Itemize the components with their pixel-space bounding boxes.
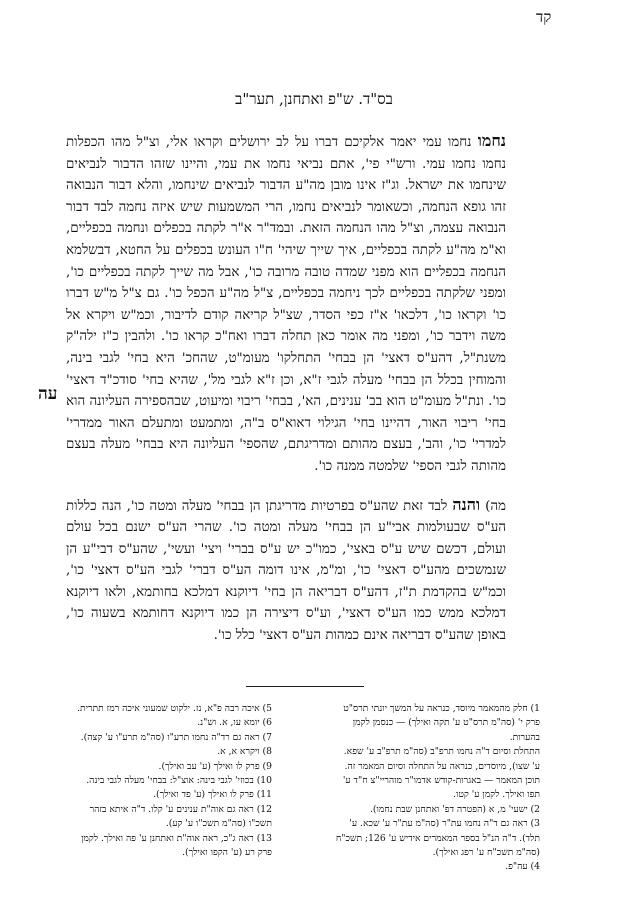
footnote: 2) ישעי' מ, א (הפטרה דפ' ואתחנן שבת נחמו).	[369, 803, 540, 815]
footnote: 6) יומא עו, א. וש"נ.	[197, 717, 272, 729]
footnote: 7) ראה גם רד"ה נחמו תרע"ו (סה"מ תרע"ו ע' קצה).	[80, 731, 272, 743]
footnote: 1) חלק מהמאמר מיוסד, כנראה על המשך יונתי תרס"ט פרק י' (סה"מ תרס"ט ע' תקה ואילך) — כנסמן לקמן בהערות.	[343, 703, 540, 743]
footnotes-right-column	[334, 702, 540, 875]
page-number: קד	[536, 8, 552, 26]
paragraph-1-lead-word: נחמו	[477, 131, 506, 150]
footnote: 9) פרק לו ואילך (ע' עב ואילך).	[158, 760, 272, 772]
paragraph-1	[66, 130, 506, 478]
footnote: 8) ויקרא א, א.	[217, 746, 272, 758]
paragraph-2-prefix: מה)	[480, 498, 506, 514]
footnote: 10) בכוזי' לגבי בינה: אוצ"ל: בבחי' מעלה לגבי בינה.	[86, 775, 272, 787]
footnote: 4) עה"פ.	[505, 861, 540, 873]
paragraph-2-text: לבד זאת שהע"ס בפרטיות מדריגתן הן בבחי' מעלה ומטה כו', הנה כללות הע"ס שבעולמות אבי"ע הן בבחי' מעלה ומטה כו'. שהרי הע"ס ישנם בכל עולם ועולם, דכשם שיש ע"ס באצי', כמו"כ יש ע"ס בברי' ויצי' ועשי', שהע"ס דבי"ע הן שנמשכים מהע"ס דאצי' כו', ומ"מ, אינו דומה הע"ס דברי' לגבי הע"ס דאצי' כו', וכמ"ש בהקדמת ת"ז, דהע"ס דבריאה הן בחי' דיוקנא דמלכא בחותמא, ולאו דיוקנא דמלכא ממש כמו הע"ס דאצי', וע"ס דיצירה הן כמו דיוקנא דחותמא בשעוה כו', באופן שהע"ס דבריאה אינם כמהות הע"ס דאצי' כלל כו'.	[66, 498, 506, 644]
paragraph-2-lead-word: והנה	[452, 494, 481, 514]
footnote: תוכן המאמר — באגרות-קודש אדמו"ר מוהריי"צ ח"ד ע' תפו ואילך. לקמן ע' קטו.	[342, 775, 540, 801]
footnote: 5) איכה רבה פ"א, נז. ילקוט שמעוני איכה רמז תתרית.	[77, 703, 272, 714]
footnotes-left-column	[66, 702, 272, 860]
main-text	[66, 130, 506, 647]
footnote: 12) ראה גם אוה"ת ענינים ע' קלו. ד"ה איתא בזהר תשכ"ו (סה"מ תשכ"ו ע' קע).	[89, 803, 272, 830]
footnote: 13) ראה ג"כ, ראה אוה"ת ואתחנן ע' פה ואילך. לקמן פרק רע (ע' הקפו ואילך).	[81, 832, 272, 859]
footnote: 3) ראה גם ד"ה נחמו עת"ר (סה"מ עת"ר ע' שכא. ע' תלד). ד"ה הנ"ל בספר המאמרים אידיש ע' 126; תשכ"ח (סה"מ תשכ"ח ע' רפג ואילך).	[335, 818, 540, 859]
margin-section-number: עה	[38, 384, 58, 404]
footnote: התחלת וסיום ד"ה נחמו תרפ"ב (סה"מ תרפ"ב ע' שפא. ע' שצו), מיוסדים, כנראה על התחלה וסיום המאמר זה.	[343, 746, 540, 772]
footnote-divider	[246, 686, 364, 687]
paragraph-1-text: נחמו עמי יאמר אלקיכם דברו על לב ירושלים וקראו אלי, וצ"ל מהו הכפלות נחמו נחמו עמי. ורש"י פי', אתם נביאי נחמו את עמי, והיינו שזהו הדבור לנביאים שינחמו את ישראל. וג"ז אינו מובן מה"ע הדבור לנביאים שינחמו, והלא דבור הנבואה זהו גופא הנחמה, וכשאומר לנביאים נחמו, הרי המשמעות שיש איזה נחמה לבד דבור הנבואה עצמה, וצ"ל מהו הנחמה הזאת. ובמד"ר א"ר לקתה בכפלים ונחמה בכפליים, וא"מ מה"ע לקתה בכפליים, איך שייך שיהי' ח"ו העונש בכפלים על החטא, דבשלמא הנחמה בכפליים הוא מפני שמדה טובה מרובה כו', אבל מה שייך לקתה בכפליים כו', ומפני שלקתה בכפליים לכך ניחמה בכפליים, צ"ל מה"ע הכפל כו'. גם צ"ל מ"ש דברו כו' וקראו כו', דלכאו' א"ז כפי הסדר, שצ"ל קריאה קודם לדיבור, וכמ"ש ויקרא אל משה וידבר כו', ומפני מה אומר כאן תחלה דברו ואח"כ קראו כו'. ולהבין כ"ז ילה"ק משנת"ל, דהע"ס דאצי' הן בבחי' התחלקו' מעומ"ט, שהחכ' היא בחי' לגבי בינה, והמוחין בכלל הן בבחי' מעלה לגבי ז"א, וכן ז"א לגבי מל', שהיא בחי' סודכ"ד דאצי' כו'. ונת"ל מעומ"ט הוא בב' ענינים, הא', בבחי' ריבוי ומיעוט, שבהספירה העליונה הוא בחי' ריבוי האור, דהיינו בחי' הגילוי דאוא"ס ב"ה, ומתמעט ומתעלם האור ממדרי' למדרי' כו', והב', בעצם מהותם ומדריגתם, שהספי' העליונה היא בבחי' מעלה בעצם מהותה לגבי הספי' שלמטה ממנה כו'.	[66, 135, 506, 474]
section-header: בס"ד. ש"פ ואתחנן, תער"ב	[235, 90, 393, 108]
paragraph-2	[66, 494, 506, 647]
footnote: 11) פרק לו ואילך (ע' פד ואילך).	[153, 789, 272, 801]
